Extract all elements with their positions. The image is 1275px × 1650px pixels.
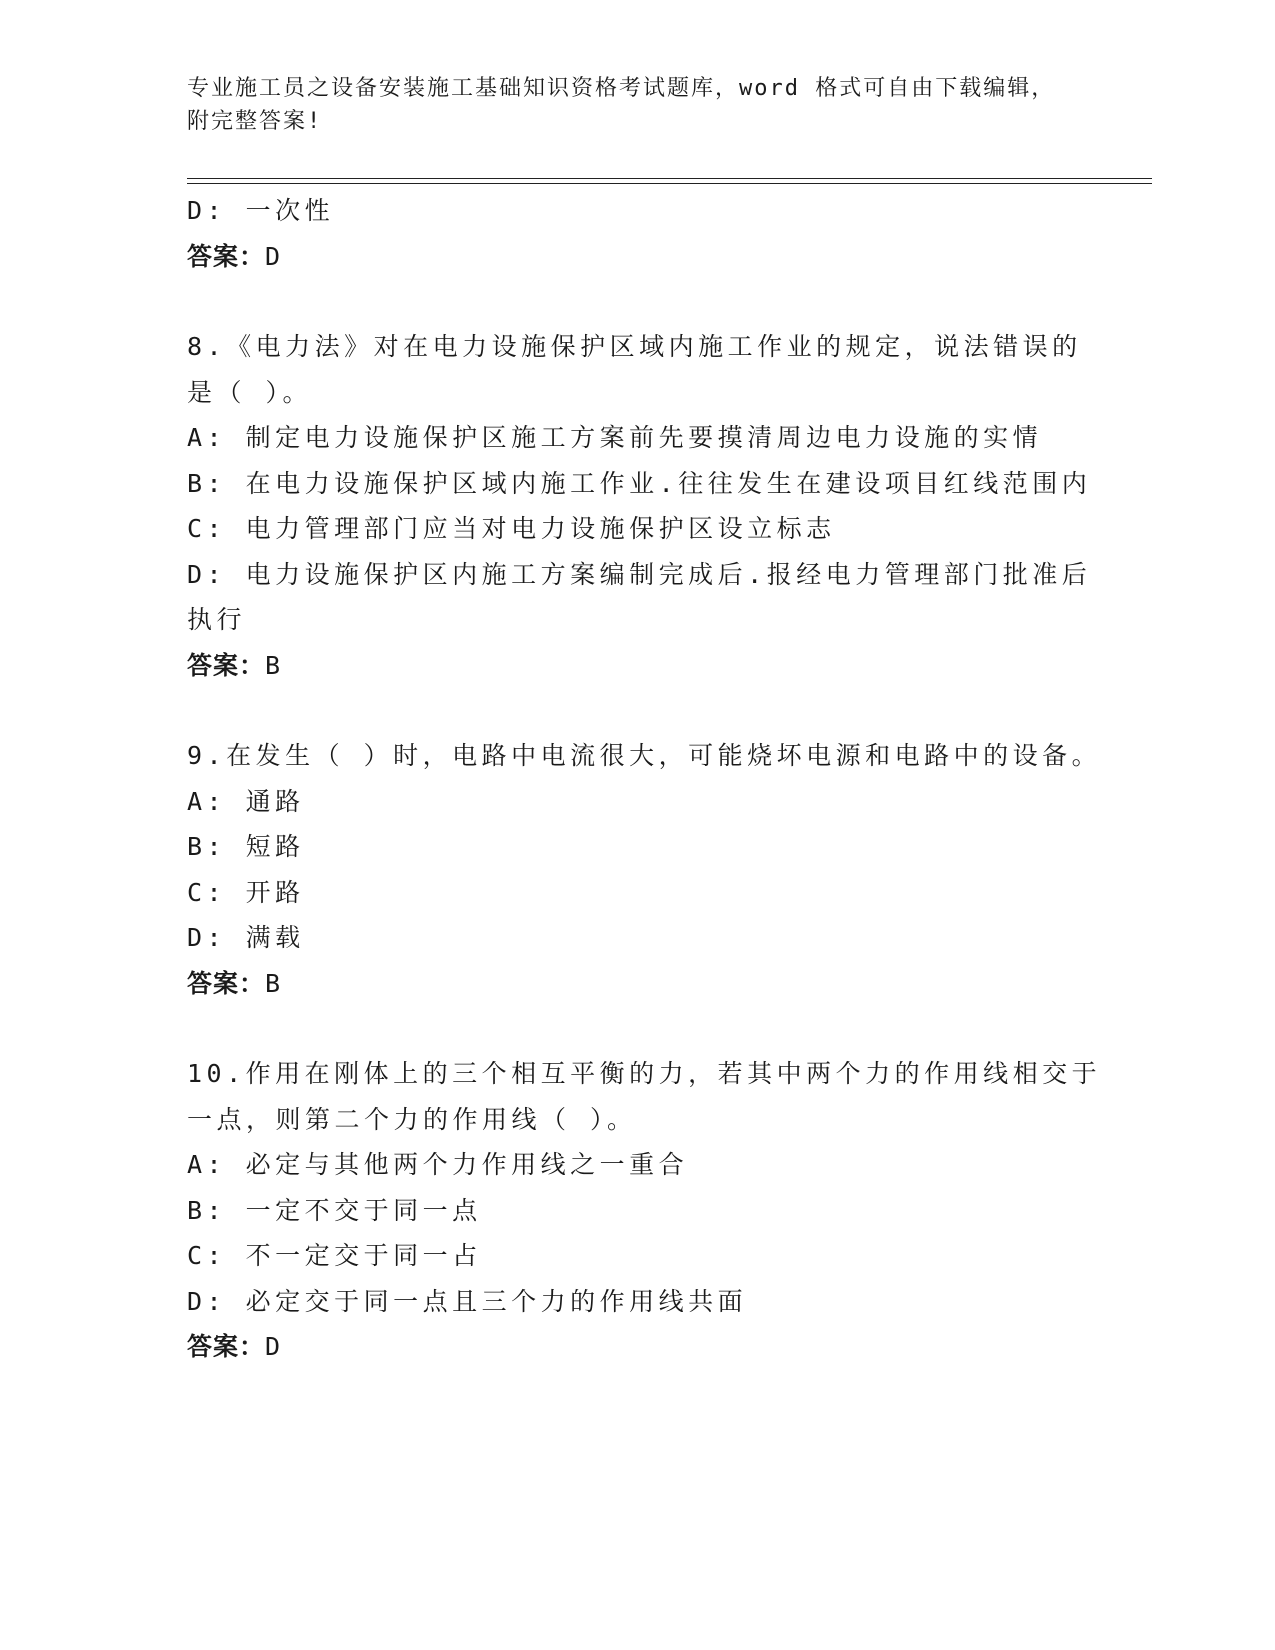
answer-line [187, 643, 1087, 689]
question-stem: 10.作用在刚体上的三个相互平衡的力，若其中两个力的作用线相交于 [187, 1059, 1102, 1088]
header-line-2: 附完整答案! [187, 109, 323, 134]
option-d: D: 一次性 [187, 196, 335, 225]
answer-value: D [265, 1332, 282, 1361]
option-a: A: 必定与其他两个力作用线之一重合 [187, 1150, 689, 1179]
header-line-1: 专业施工员之设备安装施工基础知识资格考试题库，word 格式可自由下载编辑， [187, 76, 1056, 101]
question-stem-continued: 一点，则第二个力的作用线（ ）。 [187, 1104, 637, 1134]
option-d: D: 电力设施保护区内施工方案编制完成后.报经电力管理部门批准后 [187, 559, 1092, 589]
question-10 [187, 1051, 1102, 1370]
option-b: B: 短路 [187, 832, 305, 861]
answer-label: 答案： [187, 1332, 266, 1361]
option-c: C: 开路 [187, 877, 305, 907]
question-8 [187, 324, 1092, 688]
question-9 [187, 733, 1102, 1006]
answer-label: 答案： [187, 241, 266, 271]
answer-value: D [265, 241, 282, 271]
answer-value: B [265, 650, 282, 680]
answer-label: 答案： [187, 650, 266, 680]
option-b: B: 一定不交于同一点 [187, 1195, 482, 1225]
answer-value: B [265, 968, 282, 998]
question-stem: 9.在发生（ ）时，电路中电流很大，可能烧坏电源和电路中的设备。 [187, 741, 1102, 770]
answer-line [187, 1324, 1087, 1370]
option-d-continued: 执行 [187, 605, 247, 634]
option-d: D: 必定交于同一点且三个力的作用线共面 [187, 1286, 748, 1316]
answer-line [187, 234, 1087, 280]
question-list [187, 188, 1102, 1370]
question-stem-continued: 是（ ）。 [187, 377, 313, 407]
option-c: C: 不一定交于同一占 [187, 1241, 482, 1270]
question-7-fragment [187, 188, 1087, 279]
option-c: C: 电力管理部门应当对电力设施保护区设立标志 [187, 514, 836, 543]
question-stem: 8.《电力法》对在电力设施保护区域内施工作业的规定，说法错误的 [187, 332, 1082, 361]
document-header [187, 72, 1087, 138]
answer-label: 答案： [187, 968, 266, 998]
header-divider-bottom [187, 183, 1152, 184]
answer-line [187, 961, 1087, 1007]
header-divider-top [187, 178, 1152, 179]
option-b: B: 在电力设施保护区域内施工作业.往往发生在建设项目红线范围内 [187, 468, 1092, 498]
option-d: D: 满载 [187, 923, 305, 952]
option-a: A: 制定电力设施保护区施工方案前先要摸清周边电力设施的实情 [187, 423, 1043, 452]
option-a: A: 通路 [187, 786, 305, 816]
